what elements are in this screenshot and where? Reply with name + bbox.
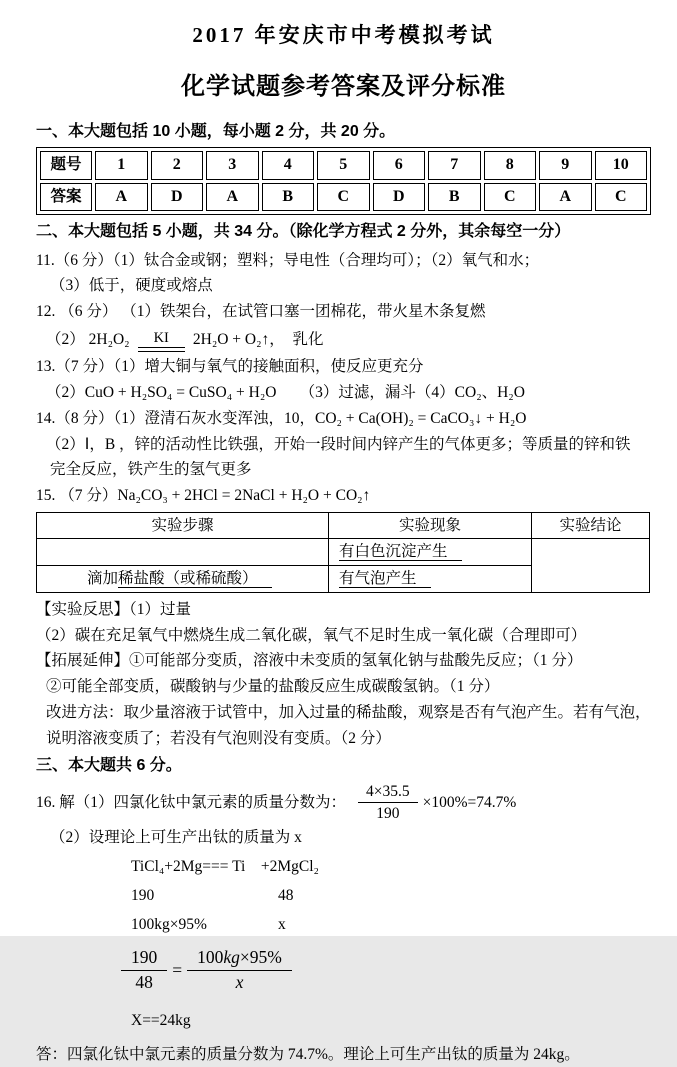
answer-cell: C xyxy=(317,183,370,212)
question-number-cell: 2 xyxy=(151,151,204,180)
q14-answer-line2: （2）Ⅰ，B ，锌的活动性比铁强，开始一段时间内锌产生的气体更多；等质量的锌和铁 xyxy=(46,435,631,453)
fraction-result-text: ×100%=74.7% xyxy=(422,793,517,811)
proportion-right-denominator: x xyxy=(235,972,244,993)
q12-equation-lhs: （2） 2H₂O₂ xyxy=(46,330,130,348)
experiment-table xyxy=(36,512,650,593)
molar-mass-line xyxy=(131,883,651,909)
q16-solution-line1 xyxy=(36,782,651,824)
header-experiment-phenomenon: 实验现象 xyxy=(329,512,532,539)
mass-fraction-expression xyxy=(358,782,418,824)
numerator-unit: kg xyxy=(223,947,240,968)
proportion-left-denominator: 48 xyxy=(135,972,153,993)
section-1-heading: 一、本大题包括 10 小题，每小题 2 分，共 20 分。 xyxy=(36,122,396,140)
q11-answer-line1: 11.（6 分）（1）钛合金或钢；塑料；导电性（合理均可）；（2）氧气和水； xyxy=(36,251,540,269)
answer-cell: A xyxy=(95,183,148,212)
q16-intro-text: 16. 解（1）四氯化钛中氯元素的质量分数为： xyxy=(36,793,347,811)
q12-answer-line1: 12. （6 分） （1）铁架台，在试管口塞一团棉花，带火星木条复燃 xyxy=(36,303,486,320)
phenomenon-answer-blank: 有白色沉淀产生 xyxy=(339,543,462,561)
answer-cell: B xyxy=(428,183,481,212)
question-number-cell: 9 xyxy=(539,151,592,180)
section-2-heading: 二、本大题包括 5 小题，共 34 分。（除化学方程式 2 分外，其余每空一分） xyxy=(36,223,571,241)
q11-answer-line2: （3）低于，硬度或熔点 xyxy=(50,277,213,295)
answer-cell: D xyxy=(151,183,204,212)
row-label-question-number: 题号 xyxy=(40,151,92,180)
table-row-answers xyxy=(40,183,647,212)
q14-answer-line3: 完全反应，铁产生的氢气更多 xyxy=(50,461,252,479)
numerator-percent: ×95% xyxy=(239,947,282,968)
header-experiment-conclusion: 实验结论 xyxy=(532,512,650,539)
given-mass-value: 100kg×95% xyxy=(131,915,207,933)
numerator-value: 100 xyxy=(197,947,224,968)
molar-mass-reactant: 190 xyxy=(131,886,155,904)
question-number-cell: 7 xyxy=(428,151,481,180)
q12-equation-line xyxy=(36,327,651,353)
answer-cell: C xyxy=(595,183,648,212)
question-number-cell: 6 xyxy=(373,151,426,180)
answer-cell: B xyxy=(262,183,315,212)
conclusion-cell-merged-empty xyxy=(532,539,650,592)
equals-sign: = xyxy=(172,960,183,981)
header-experiment-step: 实验步骤 xyxy=(37,512,329,539)
proportion-left-numerator: 190 xyxy=(121,947,167,971)
final-answer-line: 答：四氯化钛中氯元素的质量分数为 74.7%。理论上可生产出钛的质量为 24kg。 xyxy=(36,1045,580,1063)
q13-answer-line1: 13.（7 分）（1）增大铜与氧气的接触面积，使反应更充分 xyxy=(36,358,424,376)
given-mass-line xyxy=(131,912,651,938)
q16-solution-line2: （2）设理论上可生产出钛的质量为 x xyxy=(50,829,302,847)
question-number-cell: 8 xyxy=(484,151,537,180)
phenomenon-cell xyxy=(329,566,532,593)
page-subtitle: 化学试题参考答案及评分标准 xyxy=(181,72,506,100)
question-number-cell: 3 xyxy=(206,151,259,180)
question-number-cell: 10 xyxy=(595,151,648,180)
proportion-equation xyxy=(116,947,651,994)
step-prefix: 滴加 xyxy=(87,570,119,588)
molar-mass-product: 48 xyxy=(278,886,294,904)
extension-line1: 【拓展延伸】①可能部分变质，溶液中未变质的氢氧化钠与盐酸先反应；（1 分） xyxy=(36,652,583,670)
answer-table xyxy=(36,147,651,215)
question-number-cell: 1 xyxy=(95,151,148,180)
q15-answer-line1: 15. （7 分）Na₂CO₃ + 2HCl = 2NaCl + H₂O + CO₂↑ xyxy=(36,487,371,505)
experiment-table-header-row xyxy=(37,512,650,539)
equals-lower-line xyxy=(138,348,185,352)
phenomenon-cell xyxy=(329,539,532,566)
fraction-numerator: 4×35.5 xyxy=(358,782,418,803)
step-cell-empty xyxy=(37,539,329,566)
chemical-equation-line: TiCl₄+2Mg=== Ti +2MgCl₂ xyxy=(131,858,319,876)
row-label-answer: 答案 xyxy=(40,183,92,212)
improvement-line2: 说明溶液变质了；若没有气泡则没有变质。（2 分） xyxy=(46,729,391,747)
fraction-denominator: 190 xyxy=(376,804,400,822)
answer-cell: A xyxy=(539,183,592,212)
table-row-numbers xyxy=(40,151,647,180)
proportion-left-fraction xyxy=(121,947,167,994)
question-number-cell: 4 xyxy=(262,151,315,180)
q13-answer-line2: （2）CuO + H₂SO₄ = CuSO₄ + H₂O （3）过滤，漏斗（4）CO₂、H₂O xyxy=(46,384,525,402)
proportion-right-numerator xyxy=(187,947,292,971)
step-cell xyxy=(37,566,329,593)
step-answer-blank: 稀盐酸（或稀硫酸） xyxy=(118,570,272,588)
improvement-line1: 改进方法：取少量溶液于试管中，加入过量的稀盐酸，观察是否有气泡产生。若有气泡， xyxy=(46,703,651,721)
q12-equation-tail: ， 乳化 xyxy=(269,330,324,348)
proportion-right-fraction xyxy=(187,947,292,994)
experiment-table-row-1 xyxy=(37,539,650,566)
answer-cell: C xyxy=(484,183,537,212)
unknown-mass-symbol: x xyxy=(278,915,286,933)
calculation-result: X==24kg xyxy=(131,1011,191,1029)
extension-line2: ②可能全部变质，碳酸钠与少量的盐酸反应生成碳酸氢钠。（1 分） xyxy=(46,678,500,696)
answer-cell: D xyxy=(373,183,426,212)
q12-equation-rhs: 2H₂O + O₂↑ xyxy=(192,330,270,348)
section-3-heading: 三、本大题共 6 分。 xyxy=(36,757,182,775)
catalyst-label: KI xyxy=(138,331,185,348)
answer-cell: A xyxy=(206,183,259,212)
page-title: 2017 年安庆市中考模拟考试 xyxy=(192,23,495,47)
q14-answer-line1: 14.（8 分）（1）澄清石灰水变浑浊，10，CO₂ + Ca(OH)₂ = CaCO₃↓ + H₂O xyxy=(36,409,527,427)
experiment-reflection-line1: 【实验反思】（1）过量 xyxy=(36,600,192,618)
phenomenon-answer-blank: 有气泡产生 xyxy=(339,570,431,588)
question-number-cell: 5 xyxy=(317,151,370,180)
experiment-reflection-line2: （2）碳在充足氧气中燃烧生成二氧化碳，氧气不足时生成一氧化碳（合理即可） xyxy=(36,626,587,644)
catalyst-equals-sign xyxy=(138,331,185,352)
